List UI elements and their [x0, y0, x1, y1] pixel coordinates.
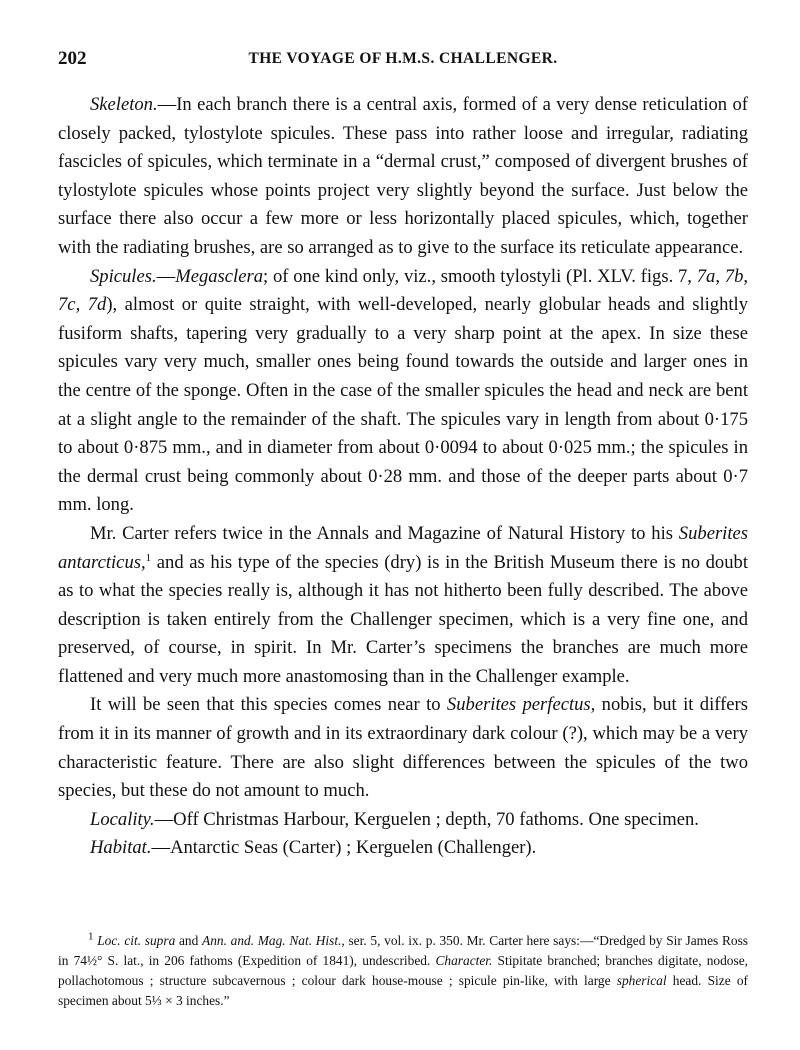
footnote-loc-cit: Loc. cit. supra — [97, 933, 176, 948]
footnote-marker: 1 — [88, 930, 94, 943]
spicules-heading: Spicules. — [90, 265, 157, 287]
species-antarcticus: Suberites antarcticus, — [58, 522, 748, 573]
spicules-text-1: ; of one kind only, viz., smooth tylostyli (Pl. XLV. figs. 7, — [263, 265, 697, 287]
paragraph-habitat — [58, 834, 748, 863]
skeleton-text: —In each branch there is a central axis, formed of a very dense reticulation of closely packed, tylostylote spicules. These pass into rather loose and irregular, radiating fascicles of spicules, which terminate in a “dermal crust,” composed of divergent brushes of tylostylote spicules whose points project very slightly beyond the surface. Just below the surface there also occur a few more or less horizontally placed spicules, which, together with the radiating brushes, are so arranged as to give to the surface its reticulate appearance. — [58, 94, 748, 258]
footnote-journal: Ann. and. Mag. Nat. Hist. — [202, 933, 342, 948]
habitat-heading: Habitat. — [90, 837, 152, 859]
carter-text-1: Mr. Carter refers twice in the Annals and Magazine of Natural History to his — [90, 522, 679, 544]
paragraph-carter — [58, 520, 748, 692]
footnote-text-4: head. Size of specimen about 5⅓ × 3 inches.” — [58, 973, 748, 1008]
page-header — [58, 48, 748, 72]
paragraph-spicules: Spicules.—Megasclera; of one kind only, viz., smooth tylostyli (Pl. XLV. figs. 7, 7a, 7b, 7c, 7d), almost or quite straight, with well-developed, nearly globular heads and slightly fusiform shafts, tapering very gradually to a very sharp point at the apex. In size these spicules vary very much, smaller ones being found towards the outside and larger ones in the centre of the sponge. Often in the case of the smaller spicules the head and neck are bent at a slight angle to the remainder of the shaft. The spicules vary in length from about 0·175 to about 0·875 mm., and in diameter from about 0·0094 to about 0·025 mm.; the spicules in the dermal crust being commonly about 0·28 mm. and those of the deeper parts about 0·7 mm. long. — [58, 265, 749, 516]
spicules-dash: — — [156, 265, 176, 287]
main-text — [58, 91, 748, 863]
paragraph-locality — [58, 806, 748, 835]
footnote-text-1: and — [175, 933, 203, 948]
footnote-paragraph — [58, 931, 748, 1011]
locality-text: —Off Christmas Harbour, Kerguelen ; depth, 70 fathoms. One specimen. — [154, 808, 699, 830]
fig-7a: 7a — [696, 265, 716, 287]
page-number: 202 — [58, 48, 87, 69]
fig-7c: 7c — [58, 294, 76, 316]
footnote-character: Character. — [435, 953, 493, 968]
fig-7d: 7d — [87, 294, 107, 316]
fig-7b: 7b — [724, 265, 744, 287]
paragraph-comparison — [58, 691, 748, 805]
comparison-text-2: nobis, but it differs from it in its manner of growth and in its extraordinary dark colour (?), which may be a very characteristic feature. There are also slight differences between the spicules of the two species, but these do not amount to much. — [58, 694, 748, 802]
locality-heading: Locality. — [90, 808, 155, 830]
footnote — [58, 931, 748, 1011]
skeleton-heading: Skeleton. — [90, 94, 158, 115]
footnote-spherical: spherical — [616, 973, 667, 988]
footnote-reference: 1 — [145, 551, 152, 564]
habitat-text: —Antarctic Seas (Carter) ; Kerguelen (Challenger). — [151, 837, 537, 859]
footnote-text-2: , ser. 5, vol. ix. p. 350. Mr. Carter here says:—“Dredged by Sir James Ross in 74½° S. lat., in 206 fathoms (Expedition of 1841), undescribed. — [58, 933, 748, 968]
species-perfectus: Suberites perfectus, — [446, 694, 596, 716]
comparison-text-1: It will be seen that this species comes near to — [90, 694, 447, 716]
megasclera-heading: Megasclera — [175, 265, 263, 287]
paragraph-skeleton — [58, 91, 748, 263]
spicules-text-2: ), almost or quite straight, with well-developed, nearly globular heads and slightly fusiform shafts, tapering very gradually to a very sharp point at the apex. In size these spicules vary very much, smaller ones being found towards the outside and larger ones in the centre of the sponge. Often in the case of the smaller spicules the head and neck are bent at a slight angle to the remainder of the shaft. The spicules vary in length from about 0·175 to about 0·875 mm., and in diameter from about 0·0094 to about 0·025 mm.; the spicules in the dermal crust being commonly about 0·28 mm. and those of the deeper parts about 0·7 mm. long. — [58, 294, 749, 516]
footnote-text-3: Stipitate branched; branches digitate, nodose, pollachotomous ; structure subcavernous ; colour dark house-mouse ; spicule pin-like, with large — [58, 953, 748, 988]
carter-text-2: and as his type of the species (dry) is in the British Museum there is no doubt as to what the species really is, although it has not hitherto been fully described. The above description is taken entirely from the Challenger specimen, which is a very fine one, and preserved, of course, in spirit. In Mr. Carter’s specimens the branches are much more flattened and very much more anastomosing than in the Challenger example. — [58, 551, 748, 687]
running-title: THE VOYAGE OF H.M.S. CHALLENGER. — [248, 50, 558, 67]
